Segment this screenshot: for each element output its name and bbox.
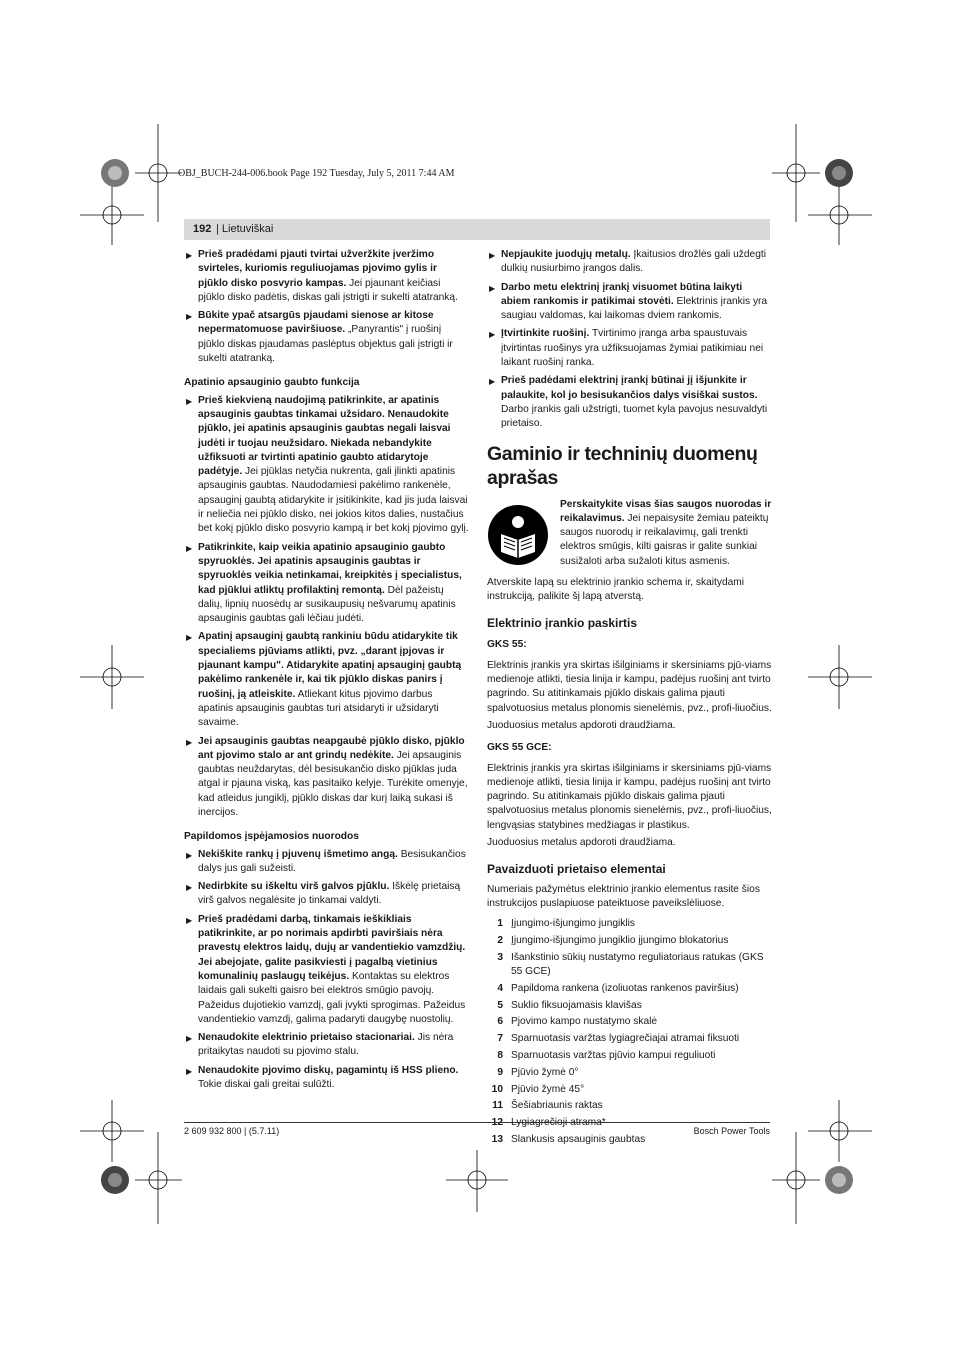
list-item	[184, 1031, 469, 1060]
item-text: Kontaktas su elektros laidais gali sukelti gaisro bei elektros smūgio pavojų. Pažeidus dujotiekio vamzdį, gali įvykti sprogimas. Pažeidus vandentiekio vamzdį, galima padaryti daugybę nuostolių.	[198, 970, 466, 1025]
item-bold: Nenaudokite elektrinio prietaiso stacionariai.	[198, 1032, 415, 1044]
list-item	[184, 848, 469, 877]
read-manual-icon	[487, 504, 549, 566]
item-text: Jei pjaunant keičiasi pjūklo disko padėtis, diskas gali įstrigti ir sukelti atatranką.	[198, 277, 458, 303]
component-item	[487, 951, 772, 980]
item-text: Dėl pažeistų dalių, lipnių nuosėdų ar susikaupusių nešvarumų apatinis apsauginis gaubtas gali lėčiau judėti.	[198, 584, 456, 625]
footer-brand: Bosch Power Tools	[693, 1126, 770, 1136]
item-text: Tvirtinimo įranga arba spaustuvais įtvirtintas ruošinys yra užfiksuojamas žymiai patikimiau nei laikant ruošinį ranka.	[501, 328, 764, 369]
item-bold: Prieš kiekvieną naudojimą patikrinkite, ar apatinis apsauginis gaubtas tinkamai užsidaro. Nenaudokite pjūklo, jei apatinis apsauginis gaubtas negali laisvai judėti ir tuojau neužsidaro. Niekada nebandykite užfiksuoti ar tvirtinti apatinio gaubto atidarytoje padėtyje.	[198, 394, 451, 478]
component-text: Įjungimo-išjungimo jungiklis	[511, 918, 636, 930]
component-number: 3	[497, 951, 503, 963]
item-text: Įkaitusios drožlės gali uždegti dulkių nusiurbimo įrangos dalis.	[501, 249, 766, 275]
arrow-icon: ▶	[489, 251, 496, 260]
item-bold: Nenaudokite pjovimo diskų, pagamintų iš HSS plieno.	[198, 1064, 459, 1076]
left-column	[184, 248, 469, 1096]
item-text: Iškėlę prietaisą virš galvos negalėsite jo tinkamai valdyti.	[198, 881, 461, 907]
section-title: Gaminio ir techninių duomenų aprašas	[487, 442, 758, 489]
item-text: Elektrinis įrankis yra saugiau valdomas, kai laikomas dviem rankomis.	[501, 295, 768, 322]
arrow-icon: ▶	[186, 251, 193, 260]
component-text: Sparnuotasis varžtas lygiagrečiajai atramai fiksuoti	[511, 1033, 740, 1045]
arrow-icon: ▶	[186, 1066, 193, 1076]
item-bold: Nedirbkite su iškeltu virš galvos pjūklu.	[198, 881, 390, 893]
arrow-icon: ▶	[186, 1034, 193, 1044]
components-intro: Numeriais pažymėtus elektrinio įrankio elementus rasite šios instrukcijos puslapiuose pateiktuose paveikslėliuose.	[487, 883, 760, 909]
item-bold: Įtvirtinkite ruošinį.	[501, 328, 590, 340]
component-number: 6	[497, 1016, 503, 1028]
manual-text	[560, 498, 772, 569]
component-item	[487, 1032, 772, 1046]
gks55gce-text: Elektrinis įrankis yra skirtas išilginiams ir skersiniams pjū-viams medienoje atlikti, tiesia linija ir kampu, padėjus ruošinį ant tvirto pagrindo. Su atitinkamais pjūklo diskais galima pjauti spalvotuosius metalus plonomis sienelėmis, pvz., profi-liuočius, lengvąsias statybines medžiagas ir plastikus.	[487, 762, 772, 831]
fold-text: Atverskite lapą su elektrinio įrankio schema ir, skaitydami instrukciją, palikite šį lapą atverstą.	[487, 576, 745, 602]
component-number: 2	[497, 935, 503, 946]
arrow-icon: ▶	[489, 330, 496, 340]
item-bold: Nekiškite rankų į pjuvenų išmetimo angą.	[198, 848, 398, 860]
component-text: Pjovimo kampo nustatymo skalė	[511, 1016, 658, 1028]
arrow-icon: ▶	[489, 283, 496, 293]
file-header: OBJ_BUCH-244-006.book Page 192 Tuesday, July 5, 2011 7:44 AM	[178, 168, 455, 179]
list-item	[184, 630, 469, 730]
item-text: Darbo įrankis gali užstrigti, tuomet kyla pavojus nesuvaldyti prietaiso.	[501, 403, 768, 430]
gks55-label: GKS 55:	[487, 639, 527, 651]
list-item	[487, 281, 772, 324]
arrow-icon: ▶	[186, 633, 193, 643]
read-manual-notice	[487, 498, 772, 570]
component-item	[487, 917, 772, 931]
component-text	[511, 1116, 606, 1130]
list-item	[487, 327, 772, 370]
component-item	[487, 999, 772, 1013]
purpose-title: Elektrinio įrankio paskirtis	[487, 616, 638, 631]
item-text: Tokie diskai gali greitai sulūžti.	[198, 1079, 335, 1091]
component-item	[487, 982, 772, 996]
item-bold: Prieš padėdami elektrinį įrankį būtinai jį išjunkite ir palaukite, kol jo besisukančios dalys visiškai sustos.	[501, 375, 758, 401]
arrow-icon: ▶	[186, 396, 193, 406]
component-item	[487, 934, 772, 948]
item-bold: Patikrinkite, kaip veikia apatinio apsauginio gaubto spyruoklės. Jei apatinis apsauginis gaubtas ir spyruoklės veikia netinkamai, kreipkitės į specialistus, kad pjūklui atliktų profilaktinį remontą.	[198, 541, 462, 596]
arrow-icon: ▶	[186, 915, 193, 925]
component-text: Suklio fiksuojamasis klavišas	[511, 999, 642, 1011]
arrow-icon: ▶	[489, 377, 496, 387]
gks55gce-label: GKS 55 GCE:	[487, 742, 552, 754]
footer-rule	[184, 1122, 770, 1123]
list-item	[184, 309, 469, 366]
item-text: Jis nėra pritaikytas naudoti su pjovimo stalu.	[198, 1032, 454, 1058]
item-bold: Jei apsauginis gaubtas neapgaubė pjūklo disko, pjūklo ant pjovimo stalo ar ant grindų nedėkite.	[198, 735, 465, 761]
page-language: | Lietuviškai	[216, 223, 274, 235]
list-item	[184, 735, 469, 821]
item-bold: Prieš pradėdami darbą, tinkamais ieškikliais patikrinkite, ar po norimais apdirbti paviršiais nėra pravestų elektros laidų, dujų ar vandentiekio vamzdžių. Jei abejojate, galite pasikviesti į pagalbą vietinius komunalinių paslaugų teikėjus.	[198, 913, 466, 982]
guard-heading: Apatinio apsauginio gaubto funkcija	[184, 377, 360, 389]
item-text: „Panyrantis" į ruošinį pjūklo diskas pjaudamas paslėptus objektus gali įstrigti ir sukelti atatranką.	[198, 324, 453, 365]
arrow-icon: ▶	[186, 737, 193, 747]
footer-doc-number: 2 609 932 800 | (5.7.11)	[184, 1126, 280, 1136]
component-number: 5	[497, 999, 503, 1011]
gks55gce-ferrous: Juoduosius metalus apdoroti draudžiama.	[487, 837, 676, 849]
page-number: 192	[193, 223, 212, 235]
gks55-ferrous: Juoduosius metalus apdoroti draudžiama.	[487, 719, 676, 731]
manual-body: Jei nepaisysite žemiau pateiktų saugos nuorodų ir reikalavimų, gali trenkti elektros smūgis, kilti gaisras ir galite sunkiai susižaloti arba sužaloti kitus asmenis.	[560, 512, 769, 567]
list-item	[184, 913, 469, 1027]
item-text: Atliekant kitus pjovimo darbus apatinis apsauginis gaubtas turi atsidaryti ir užsidaryti savaime.	[198, 688, 439, 729]
component-text: Papildoma rankena (izoliuotas rankenos paviršius)	[511, 982, 739, 994]
arrow-icon: ▶	[186, 543, 193, 553]
extra-warnings-heading: Papildomos įspėjamosios nuorodos	[184, 831, 359, 843]
item-text: Jei apsauginis gaubtas neuždarytas, dėl besisukančio disko pjūklas juda atgal ir pjauna viską, kas pasitaiko kelyje. Turėkite omenyje, kad atleidus jungiklį, pjūklo diskas dar kurį laiką sukasi iš inercijos.	[198, 749, 468, 818]
component-number: 9	[497, 1066, 503, 1078]
list-item	[184, 1064, 469, 1093]
component-number	[487, 1116, 503, 1130]
component-number: 7	[497, 1033, 503, 1045]
component-text: Šešiabriaunis raktas	[511, 1100, 603, 1112]
component-item	[487, 1099, 772, 1113]
component-number: 4	[497, 982, 503, 994]
arrow-icon: ▶	[186, 850, 193, 860]
list-item	[184, 248, 469, 305]
item-bold: Nepjaukite juodųjų metalų.	[501, 249, 631, 260]
manual-bold: Perskaitykite visas šias saugos nuorodas ir reikalavimus.	[560, 498, 772, 524]
item-bold: Būkite ypač atsargūs pjaudami sienose ar kitose nepermatomuose paviršiuose.	[198, 310, 434, 336]
component-text: Išankstinio sūkių nustatymo reguliatoriaus ratukas (GKS 55 GCE)	[511, 951, 764, 978]
language-label: Lietuviškai	[221, 223, 274, 235]
component-text: Sparnuotasis varžtas pjūvio kampui reguliuoti	[511, 1050, 716, 1062]
component-text: Slankusis apsauginis gaubtas	[511, 1134, 646, 1146]
gks55-text: Elektrinis įrankis yra skirtas išilginiams ir skersiniams pjū-viams medienoje atlikti, tiesia linija ir kampu, padėjus ruošinį ant tvirto pagrindo. Su atitinkamais pjūklo diskais galima pjauti spalvotuosius metalus plonomis sienelėmis, pvz., profi-liuočius.	[487, 659, 772, 714]
list-item	[487, 374, 772, 431]
item-bold: Prieš pradėdami pjauti tvirtai užveržkite įveržimo svirteles, kuriomis reguliuojamas pjovimo gylis ir pjūklo disko posvyrio kampas.	[198, 249, 437, 289]
item-bold: Apatinį apsauginį gaubtą rankiniu būdu atidarykite tik specialiems pjūviams atlikti, pvz. „darant įpjovas ir pjaunant kampu". Atidarykite apatinį apsauginį gaubtą pakėlimo rankenėle ir, kai tik pjūklo diskas panirs į ruošinį, ją atleiskite.	[198, 631, 462, 700]
arrow-icon: ▶	[186, 312, 193, 322]
arrow-icon: ▶	[186, 883, 193, 893]
item-bold: Darbo metu elektrinį įrankį visuomet būtina laikyti abiem rankomis ir patikimai stovėti.	[501, 281, 743, 307]
right-column	[487, 248, 772, 1150]
component-item	[487, 1049, 772, 1063]
components-list	[487, 917, 772, 1147]
component-number: 13	[491, 1134, 503, 1146]
component-text: Pjūvio žymė 45°	[511, 1083, 585, 1095]
component-number: 10	[491, 1083, 503, 1095]
component-number: 11	[492, 1100, 503, 1112]
list-item	[184, 394, 469, 537]
list-item	[487, 248, 772, 277]
component-text: Įjungimo-išjungimo jungiklio įjungimo blokatorius	[511, 935, 729, 946]
component-item	[487, 1015, 772, 1029]
list-item	[184, 880, 469, 909]
component-item	[487, 1083, 772, 1097]
component-number: 1	[497, 918, 503, 930]
components-title: Pavaizduoti prietaiso elementai	[487, 862, 666, 877]
component-text: Pjūvio žymė 0°	[511, 1066, 579, 1078]
component-item	[487, 1066, 772, 1080]
item-text: Besisukančios dalys jus gali sužeisti.	[198, 848, 466, 874]
item-text: Jei pjūklas netyčia nukrenta, gali įlinkti apatinis apsauginis gaubtas. Naudodamiesi pakėlimo rankenėle, apsauginį gaubtą atidarykite ir įsitikinkite, kad jis juda laisvai ir neliečia nei pjūklo disko, nei jokios kitos dalies, nustačius bet kokį pjūklo disko posvyrio kampą ir bet kokį pjovimo gylį.	[198, 466, 469, 535]
component-number: 8	[497, 1050, 503, 1062]
list-item	[184, 541, 469, 627]
